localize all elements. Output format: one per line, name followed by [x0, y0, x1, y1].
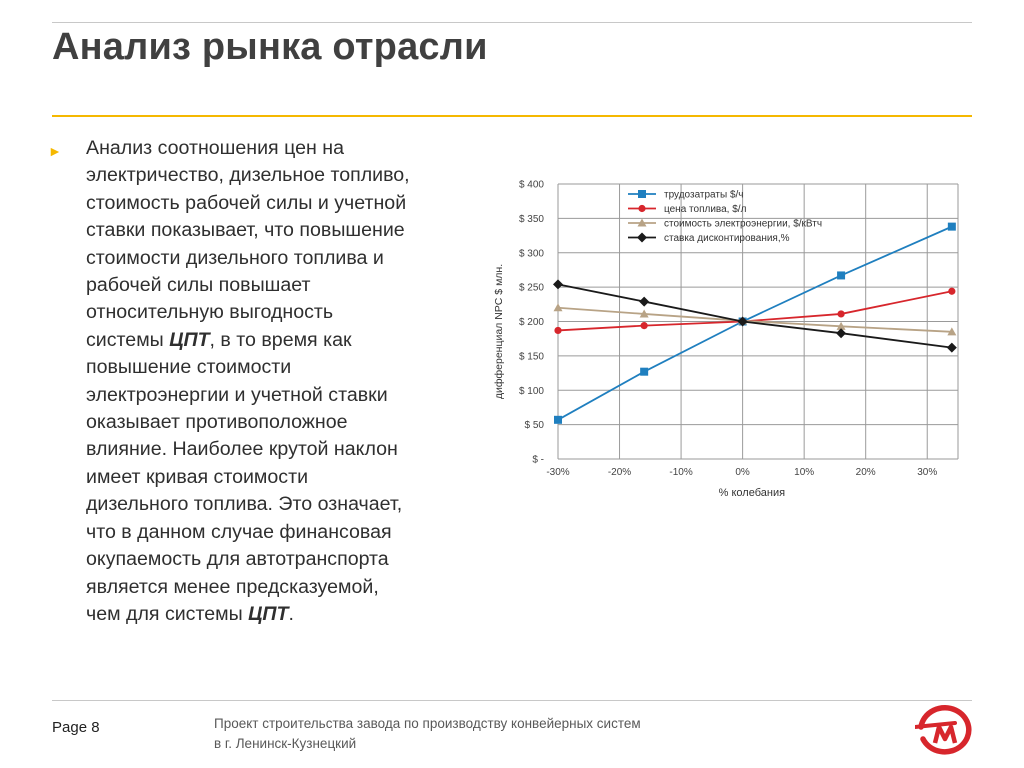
emphasis-term: ЦПТ — [169, 328, 210, 351]
emphasis-term: ЦПТ — [248, 602, 289, 625]
body-text-run: . — [288, 602, 294, 625]
top-divider — [52, 22, 972, 23]
x-tick-label: -20% — [607, 467, 632, 478]
y-tick-label: $ 150 — [518, 351, 544, 363]
body-paragraph — [86, 135, 478, 628]
legend-label: цена топлива, $/л — [664, 204, 747, 215]
data-point-series-0 — [948, 223, 956, 231]
x-tick-label: 20% — [855, 467, 876, 478]
footer-project-line-2: в г. Ленинск-Кузнецкий — [214, 736, 357, 751]
data-point-series-3 — [639, 297, 649, 307]
legend-label: стоимость электроэнергии, $/кВтч — [664, 218, 823, 230]
legend-label: трудозатраты $/ч — [664, 189, 744, 201]
legend-marker — [637, 233, 647, 243]
npc-sensitivity-chart — [490, 170, 970, 510]
series-line-1 — [558, 291, 952, 330]
body-text-run: Анализ соотношения цен на электричество, дизельное топливо, стоимость рабочей силы и учетной ставки показывает, что повышение стоимости дизельного топлива и рабочей силы повышает относительную выгодность системы — [86, 137, 410, 351]
body-text-run: , в то время как повышение стоимости электроэнергии и учетной ставки оказывает противоположное влияние. Наиболее крутой наклон имеет кривая стоимости дизельного топлива. Это означает, что в данном случае финансовая окупаемость для автотранспорта является менее предсказуемой, чем для системы — [86, 328, 403, 625]
x-tick-label: -10% — [669, 467, 693, 478]
bullet-arrow-icon: ► — [48, 143, 62, 159]
data-point-series-0 — [640, 368, 648, 376]
chart-svg — [490, 170, 970, 510]
legend-marker — [638, 205, 645, 212]
x-tick-label: 30% — [917, 467, 938, 478]
slide-title: Анализ рынка отрасли — [52, 26, 488, 68]
x-tick-label: -30% — [546, 467, 570, 478]
title-underline — [52, 115, 972, 117]
data-point-series-0 — [837, 271, 845, 279]
data-point-series-1 — [554, 327, 561, 334]
data-point-series-3 — [553, 279, 563, 289]
legend-marker — [638, 190, 646, 198]
footer-project-line-1: Проект строительства завода по производству конвейерных систем — [214, 716, 641, 731]
company-logo-icon — [915, 705, 973, 757]
y-axis-label: дифференциал NPC $ млн. — [493, 263, 505, 400]
data-point-series-1 — [641, 322, 648, 329]
y-tick-label: $ 50 — [524, 420, 544, 432]
y-tick-label: $ 300 — [518, 248, 544, 260]
y-tick-label: $ 250 — [518, 282, 544, 294]
data-point-series-0 — [554, 416, 562, 424]
y-tick-label: $ - — [532, 454, 544, 466]
legend-label: ставка дисконтирования,% — [664, 233, 790, 244]
y-tick-label: $ 350 — [518, 213, 544, 225]
data-point-series-1 — [948, 288, 955, 295]
x-tick-label: 0% — [735, 467, 750, 478]
y-tick-label: $ 100 — [518, 385, 544, 397]
y-tick-label: $ 200 — [518, 317, 544, 328]
x-axis-label: % колебания — [718, 487, 786, 499]
data-point-series-1 — [837, 310, 844, 317]
x-tick-label: 10% — [794, 467, 815, 478]
y-tick-label: $ 400 — [518, 179, 544, 191]
page-number: Page 8 — [52, 719, 100, 736]
data-point-series-3 — [947, 343, 957, 353]
bottom-divider — [52, 700, 972, 701]
